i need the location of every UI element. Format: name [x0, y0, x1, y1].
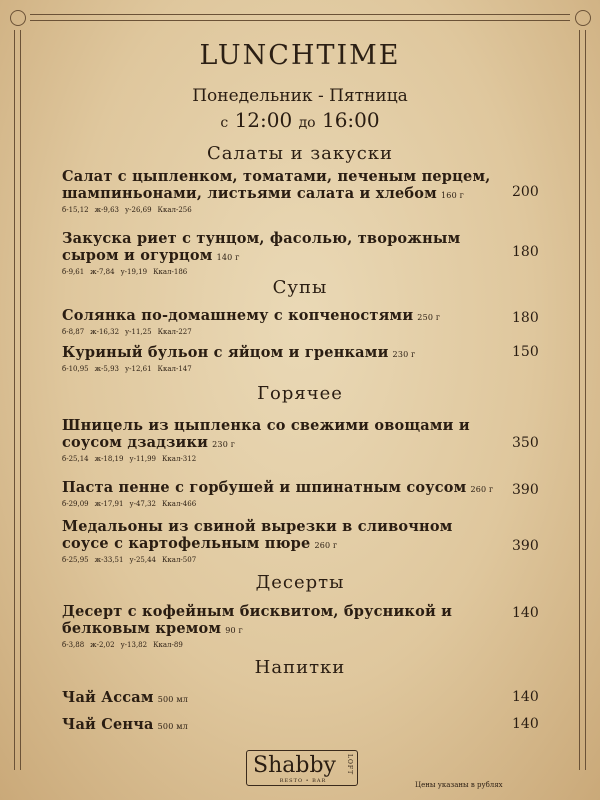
- nutrition-value: ж-16,32: [90, 328, 120, 336]
- menu-item-price: 140: [512, 689, 539, 705]
- logo-tag: LOFT: [346, 754, 353, 776]
- section-heading: Салаты и закуски: [206, 143, 394, 164]
- nutrition-value: б-3,88: [62, 641, 85, 649]
- menu-item-name: [62, 417, 502, 453]
- menu-item-weight: 260 г: [470, 485, 494, 494]
- nutrition-value: у-26,69: [125, 206, 152, 214]
- menu-item-weight: 90 г: [225, 626, 243, 635]
- nutrition-value: ж-18,19: [94, 455, 124, 463]
- menu-item-price: 180: [512, 244, 539, 260]
- days-label: Понедельник - Пятница: [192, 86, 408, 106]
- menu-item-price: 150: [512, 344, 539, 360]
- menu-item-name: [62, 689, 502, 708]
- nutrition-facts: [62, 267, 502, 277]
- nutrition-facts: [62, 454, 502, 464]
- menu-item-title: Салат с цыпленком, томатами, печеным перцем, шампиньонами, листьями салата и хлебом: [62, 168, 491, 202]
- menu-item-name: [62, 518, 502, 554]
- menu-title: LUNCHTIME: [199, 40, 401, 71]
- menu-item-title: Паста пенне с горбушей и шпинатным соусом: [62, 479, 467, 496]
- menu-item-title: Солянка по-домашнему с копченостями: [62, 307, 414, 324]
- menu-item: [62, 716, 502, 735]
- nutrition-value: ж-33,51: [94, 556, 124, 564]
- menu-item-weight: 500 мл: [157, 695, 189, 704]
- nutrition-value: Ккал-466: [162, 500, 197, 508]
- menu-item: [62, 344, 502, 374]
- nutrition-value: Ккал-89: [153, 641, 183, 649]
- menu-item-weight: 500 мл: [157, 722, 188, 731]
- nutrition-facts: [62, 555, 502, 565]
- menu-item-weight: 230 г: [392, 350, 416, 359]
- nutrition-value: у-25,44: [129, 556, 157, 564]
- logo-word: Shabby: [253, 753, 336, 778]
- menu-item-price: 140: [512, 605, 539, 621]
- nutrition-value: ж-2,02: [90, 641, 115, 649]
- frame-top-inner: [30, 20, 570, 21]
- section-heading: Напитки: [254, 657, 346, 678]
- frame-top: [30, 14, 570, 15]
- section-heading: Горячее: [257, 383, 343, 404]
- nutrition-value: у-12,61: [125, 365, 152, 373]
- menu-item-title: Шницель из цыпленка со свежими овощами и соусом дзадзики: [62, 417, 470, 451]
- menu-item-name: [62, 479, 502, 498]
- menu-item-weight: 140 г: [216, 253, 240, 262]
- nutrition-value: у-19,19: [120, 268, 148, 276]
- menu-item-title: Чай Сенча: [62, 716, 154, 733]
- menu-item: [62, 603, 502, 650]
- nutrition-value: б-25,14: [62, 455, 89, 463]
- logo-subtitle: RESTO • BAR: [279, 778, 327, 784]
- nutrition-value: Ккал-227: [157, 328, 192, 336]
- nutrition-value: Ккал-256: [157, 206, 192, 214]
- nutrition-value: Ккал-507: [162, 556, 197, 564]
- nutrition-value: Ккал-312: [162, 455, 197, 463]
- menu-item: [62, 230, 502, 277]
- time-from-word: с: [220, 115, 229, 131]
- nutrition-value: у-13,82: [120, 641, 148, 649]
- nutrition-facts: [62, 364, 502, 374]
- nutrition-value: б-29,09: [62, 500, 89, 508]
- nutrition-value: Ккал-186: [153, 268, 188, 276]
- menu-item-price: 350: [512, 435, 539, 451]
- nutrition-value: ж-17,91: [94, 500, 124, 508]
- menu-item-price: 390: [512, 538, 539, 554]
- menu-item-title: Медальоны из свиной вырезки в сливочном соусе с картофельным пюре: [62, 518, 453, 552]
- corner-ornament: [575, 10, 591, 26]
- menu-item: [62, 307, 502, 337]
- nutrition-facts: [62, 499, 502, 509]
- menu-item-title: Чай Ассам: [62, 689, 154, 706]
- menu-item: [62, 689, 502, 708]
- menu-item-name: [62, 307, 502, 326]
- nutrition-value: у-11,25: [125, 328, 152, 336]
- nutrition-value: Ккал-147: [157, 365, 192, 373]
- menu-item-price: 200: [512, 184, 539, 200]
- time-from: 12:00: [234, 108, 293, 132]
- time-to: 16:00: [321, 108, 380, 132]
- menu-item-weight: 260 г: [314, 541, 338, 550]
- nutrition-value: у-47,32: [129, 500, 157, 508]
- corner-ornament: [10, 10, 26, 26]
- menu-item: [62, 417, 502, 464]
- time-to-word: до: [298, 115, 316, 131]
- nutrition-value: б-9,61: [62, 268, 85, 276]
- menu-item-name: [62, 603, 502, 639]
- nutrition-value: ж-9,63: [94, 206, 120, 214]
- nutrition-value: ж-7,84: [90, 268, 115, 276]
- shabby-logo: [246, 750, 358, 786]
- menu-item-title: Куриный бульон с яйцом и гренками: [62, 344, 389, 361]
- menu-item-price: 140: [512, 716, 539, 732]
- menu-item: [62, 168, 502, 215]
- nutrition-value: ж-5,93: [94, 365, 120, 373]
- nutrition-value: у-11,99: [129, 455, 157, 463]
- menu-item: [62, 518, 502, 565]
- menu-item-price: 390: [512, 482, 539, 498]
- time-range: [0, 108, 600, 132]
- nutrition-value: б-25,95: [62, 556, 89, 564]
- nutrition-value: б-10,95: [62, 365, 89, 373]
- nutrition-facts: [62, 640, 502, 650]
- menu-item: [62, 479, 502, 509]
- menu-item-price: 180: [512, 310, 539, 326]
- menu-item-name: [62, 344, 502, 363]
- menu-item-name: [62, 230, 502, 266]
- nutrition-facts: [62, 327, 502, 337]
- menu-item-weight: 250 г: [417, 313, 441, 322]
- nutrition-facts: [62, 205, 502, 215]
- menu-item-title: Десерт с кофейным бисквитом, брусникой и белковым кремом: [62, 603, 453, 637]
- menu-item-weight: 230 г: [212, 440, 236, 449]
- price-note: Цены указаны в рублях: [415, 781, 503, 789]
- menu-item-weight: 160 г: [440, 191, 464, 200]
- nutrition-value: б-8,87: [62, 328, 85, 336]
- menu-item-name: [62, 716, 502, 735]
- section-heading: Десерты: [255, 572, 345, 593]
- section-heading: Супы: [272, 277, 328, 298]
- nutrition-value: б-15,12: [62, 206, 89, 214]
- menu-item-name: [62, 168, 502, 204]
- menu-item-title: Закуска риет с тунцом, фасолью, творожным сыром и огурцом: [62, 230, 461, 264]
